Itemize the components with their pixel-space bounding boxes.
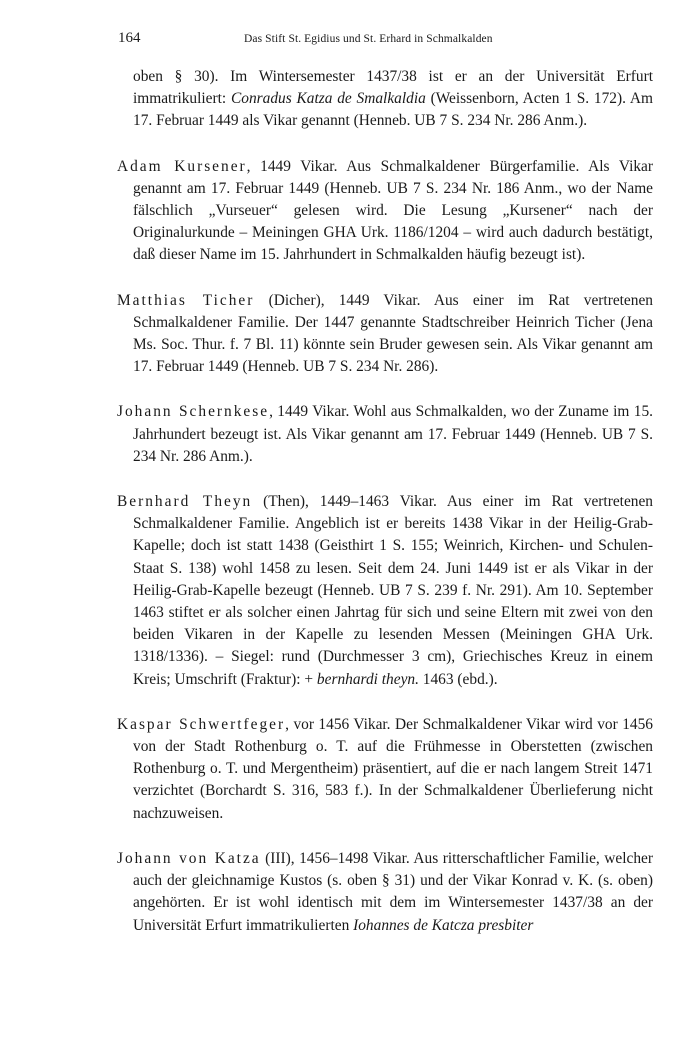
- intro-italic-text: Conradus Katza de Smalkaldia: [230, 90, 426, 108]
- entry-kaspar-schwertfeger: [117, 714, 653, 825]
- entry-text: , 1449 Vikar. Aus Schmalkaldener Bürgerfamilie. Als Vikar genannt am 17. Februar 1449 (Henneb. UB 7 S. 234 Nr. 186 Anm., wo der Name fälschlich „Vurseuer“ gelesen wird. Die Lesung „Kursener“ nach der Originalurkunde – Meiningen GHA Urk. 1186/1204 – wird auch dadurch bestätigt, daß dieser Name im 15. Jahrhundert in Schmalkalden häufig bezeugt ist).: [133, 157, 653, 264]
- entry-name: Kaspar Schwertfeger: [117, 715, 286, 733]
- intro-text: oben § 30). Im Wintersemester 1437/38 ist er an der Universität Erfurt immatrikuliert:: [133, 68, 653, 108]
- intro-paragraph: [133, 66, 653, 133]
- entry-text: 1463 (ebd.).: [418, 670, 498, 688]
- entry-text: (Then), 1449–1463 Vikar. Aus einer im Rat vertretenen Schmalkaldener Familie. Angeblich ist er bereits 1438 Vikar in der Heilig-Grab-Kapelle; doch ist statt 1438 (Geisthirt 1 S. 155; Weinrich, Kirchen- und Schulen-Staat S. 138) wohl 1458 zu lesen. Seit dem 24. Juni 1449 ist er als Vikar in der Heilig-Grab-Kapelle bezeugt (Henneb. UB 7 S. 239 f. Nr. 291). Am 10. September 1463 stiftet er als solcher einen Jahrtag für sich und seine Eltern mit zwei von den beiden Vikaren in der Kapelle zu lesenden Messen (Meiningen GHA Urk. 1318/1336). – Siegel: rund (Durchmesser 3 cm), Griechisches Kreuz in einem Kreis; Umschrift (Fraktur): +: [133, 493, 653, 688]
- running-head: Das Stift St. Egidius und St. Erhard in Schmalkalden: [244, 33, 493, 45]
- page-header: [118, 30, 652, 52]
- entry-text: , 1449 Vikar. Wohl aus Schmalkalden, wo der Zuname im 15. Jahrhundert bezeugt ist. Als Vikar genannt am 17. Februar 1449 (Henneb. UB 7 S. 234 Nr. 286 Anm.).: [133, 403, 653, 465]
- entry-text: , vor 1456 Vikar. Der Schmalkaldener Vikar wird vor 1456 von der Stadt Rothenburg o. T. auf die Frühmesse in Oberstetten (zwischen Rothenburg o. T. und Mergentheim) präsentiert, auf die er nach langem Streit 1471 verzichtet (Borchardt S. 316, 583 f.). In der Schmalkaldener Überlieferung nicht nachzuweisen.: [133, 715, 653, 822]
- entry-name: Johann von Katza: [117, 849, 261, 867]
- entry-bernhard-theyn: [117, 491, 653, 691]
- entry-johann-schernkese: [117, 401, 653, 468]
- entry-johann-von-katza: [117, 848, 653, 937]
- entry-text: (III), 1456–1498 Vikar. Aus ritterschaftlicher Familie, welcher auch der gleichnamige Kustos (s. oben § 31) und der Vikar Konrad v. K. (s. oben) angehörten. Er ist wohl identisch mit dem im Wintersemester 1437/38 an der Universität Erfurt immatrikulierten: [133, 849, 653, 934]
- page-number: 164: [118, 30, 141, 46]
- entry-matthias-ticher: [117, 290, 653, 379]
- entry-name: Bernhard Theyn: [117, 493, 253, 511]
- entry-name: Matthias Ticher: [117, 291, 255, 309]
- entry-name: Adam Kursener: [117, 157, 247, 175]
- entry-italic-text: bernhardi theyn.: [316, 670, 419, 688]
- page-body: [117, 66, 653, 937]
- entry-adam-kursener: [117, 156, 653, 267]
- intro-text: (Weissenborn, Acten 1 S. 172). Am 17. Februar 1449 als Vikar genannt (Henneb. UB 7 S. 234 Nr. 286 Anm.).: [133, 90, 653, 130]
- entry-italic-text: Iohannes de Katcza presbiter: [353, 916, 534, 934]
- entry-name: Johann Schernkese: [117, 403, 270, 421]
- entry-text: (Dicher), 1449 Vikar. Aus einer im Rat vertretenen Schmalkaldener Familie. Der 1447 genannte Stadtschreiber Heinrich Ticher (Jena Ms. Soc. Thur. f. 7 Bl. 11) könnte sein Bruder gewesen sein. Als Vikar genannt am 17. Februar 1449 (Henneb. UB 7 S. 234 Nr. 286).: [133, 291, 653, 376]
